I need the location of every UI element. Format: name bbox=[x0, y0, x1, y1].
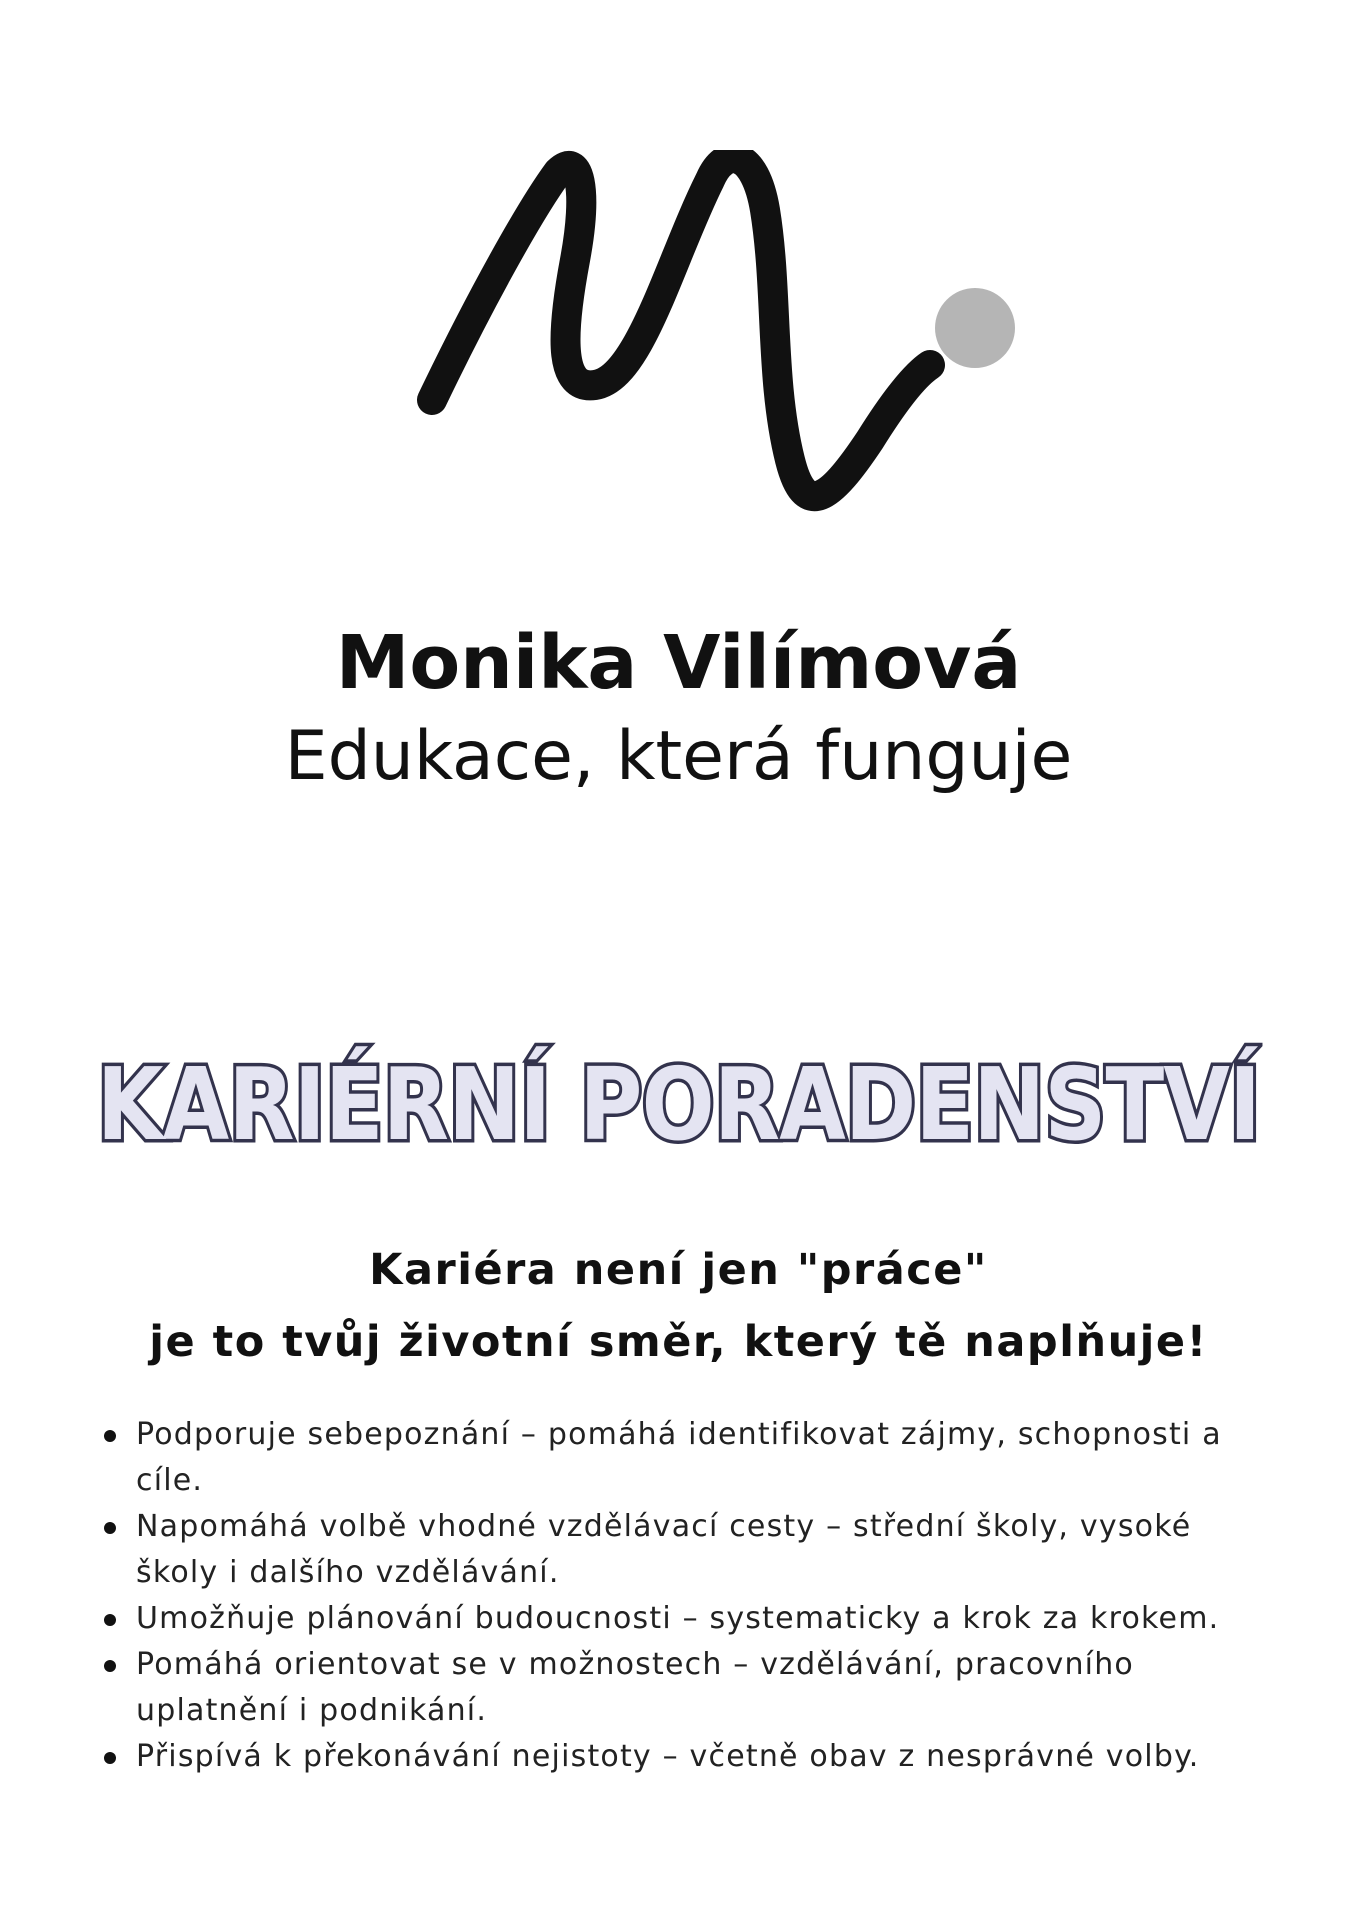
mv-signature-logo bbox=[410, 150, 1030, 590]
benefit-text: Podporuje sebepoznání – pomáhá identifikovat zájmy, schopnosti a cíle. bbox=[136, 1417, 1222, 1498]
benefit-text: Pomáhá orientovat se v možnostech – vzdělávání, pracovního uplatnění i podnikání. bbox=[136, 1647, 1134, 1728]
benefit-text: Umožňuje plánování budoucnosti – systematicky a krok za krokem. bbox=[136, 1601, 1220, 1636]
list-item bbox=[100, 1596, 1260, 1642]
brand-name: Monika Vilímová bbox=[335, 620, 1022, 706]
intro-line-2: je to tvůj životní směr, který tě naplňuje! bbox=[149, 1317, 1208, 1367]
logo-dot-icon bbox=[935, 288, 1015, 368]
signature-stroke-icon bbox=[432, 158, 930, 496]
benefit-text: Napomáhá volbě vhodné vzdělávací cesty – střední školy, vysoké školy i dalšího vzdělávání. bbox=[136, 1509, 1192, 1590]
bullet-icon bbox=[104, 1614, 116, 1626]
list-item bbox=[100, 1734, 1260, 1780]
brand-tagline: Edukace, která funguje bbox=[284, 717, 1073, 796]
headline: KARIÉRNÍ PORADENSTVÍ bbox=[96, 1046, 1261, 1163]
list-item bbox=[100, 1504, 1260, 1596]
bullet-icon bbox=[104, 1522, 116, 1534]
bullet-icon bbox=[104, 1752, 116, 1764]
intro-line-1: Kariéra není jen "práce" bbox=[369, 1245, 988, 1295]
list-item bbox=[100, 1642, 1260, 1734]
bullet-icon bbox=[104, 1660, 116, 1672]
bullet-icon bbox=[104, 1430, 116, 1442]
benefits-list bbox=[100, 1412, 1260, 1780]
benefit-text: Přispívá k překonávání nejistoty – včetně obav z nesprávné volby. bbox=[136, 1739, 1200, 1774]
list-item bbox=[100, 1412, 1260, 1504]
